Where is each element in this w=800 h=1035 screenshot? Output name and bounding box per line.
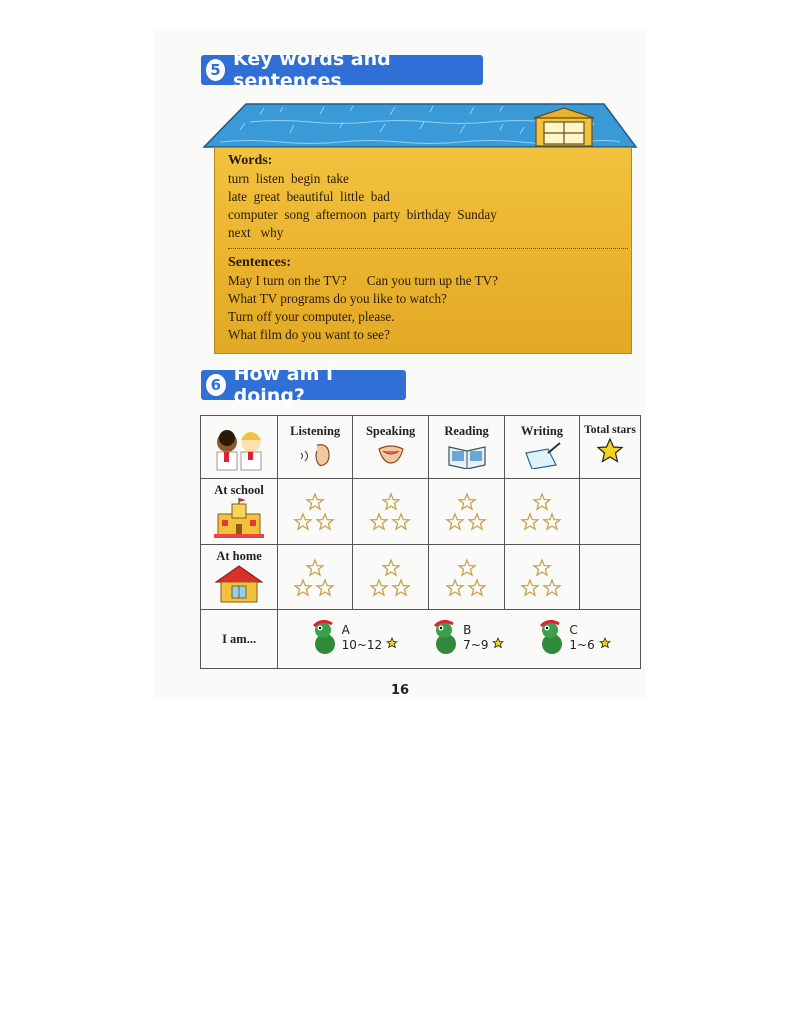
words-line: turn listen begin take xyxy=(228,171,349,186)
home-speaking-stars[interactable] xyxy=(353,545,429,610)
star-group xyxy=(354,545,428,605)
speaking-header xyxy=(353,416,429,479)
section-5-number: 5 xyxy=(206,59,225,81)
words-label: Words: xyxy=(228,153,273,168)
empty-star-icon[interactable] xyxy=(393,514,409,529)
empty-star-icon[interactable] xyxy=(459,560,475,575)
star-group xyxy=(354,479,428,539)
small-star-icon xyxy=(599,637,611,649)
sentence-line: What film do you want to see? xyxy=(228,327,390,342)
reading-header xyxy=(429,416,505,479)
home-total-cell[interactable] xyxy=(580,545,641,610)
frog-icon xyxy=(308,618,342,656)
star-group xyxy=(430,479,504,539)
school-icon xyxy=(212,498,266,540)
home-writing-stars[interactable] xyxy=(505,545,580,610)
empty-star-icon[interactable] xyxy=(317,514,333,529)
grade-b-letter: B xyxy=(463,622,472,637)
sentence: Can you turn up the TV? xyxy=(366,273,499,288)
row-label-cell xyxy=(201,479,278,545)
empty-star-icon[interactable] xyxy=(447,580,463,595)
empty-star-icon[interactable] xyxy=(383,494,399,509)
star-group xyxy=(278,545,352,605)
section-5-header xyxy=(201,48,483,92)
section-6-header xyxy=(201,363,406,407)
grade-c[interactable] xyxy=(535,618,610,656)
children-cell xyxy=(201,416,278,479)
star-group xyxy=(505,545,579,605)
children-icon xyxy=(207,424,271,474)
empty-star-icon[interactable] xyxy=(295,514,311,529)
small-star-icon xyxy=(492,637,504,649)
small-star-icon xyxy=(386,637,398,649)
empty-star-icon[interactable] xyxy=(459,494,475,509)
empty-star-icon[interactable] xyxy=(447,514,463,529)
empty-star-icon[interactable] xyxy=(522,580,538,595)
self-assessment-table xyxy=(200,415,641,669)
grade-c-range: 1~6 xyxy=(569,637,595,652)
empty-star-icon[interactable] xyxy=(534,494,550,509)
listening-header xyxy=(278,416,353,479)
empty-star-icon[interactable] xyxy=(371,514,387,529)
grade-c-letter: C xyxy=(569,622,578,637)
frog-icon xyxy=(429,618,463,656)
grade-b[interactable] xyxy=(429,618,504,656)
sentences-label: Sentences: xyxy=(228,255,291,270)
writing-label: Writing xyxy=(520,424,564,438)
section-6-number: 6 xyxy=(206,374,226,396)
grade-a-range: 10~12 xyxy=(341,637,383,652)
empty-star-icon[interactable] xyxy=(317,580,333,595)
home-reading-stars[interactable] xyxy=(429,545,505,610)
school-speaking-stars[interactable] xyxy=(353,479,429,545)
words-line: late great beautiful little bad xyxy=(228,189,390,204)
listening-label: Listening xyxy=(290,424,341,438)
empty-star-icon[interactable] xyxy=(307,494,323,509)
empty-star-icon[interactable] xyxy=(383,560,399,575)
writing-header xyxy=(505,416,580,479)
row-at-school xyxy=(201,479,641,545)
words-line: next why xyxy=(228,225,284,240)
mouth-icon xyxy=(371,439,411,469)
dotted-divider xyxy=(228,248,628,249)
grade-a-letter: A xyxy=(341,622,350,637)
empty-star-icon[interactable] xyxy=(469,580,485,595)
sentence: May I turn on the TV? xyxy=(228,273,347,288)
roof-graphic xyxy=(200,100,640,150)
empty-star-icon[interactable] xyxy=(534,560,550,575)
empty-star-icon[interactable] xyxy=(295,580,311,595)
page-number: 16 xyxy=(390,683,410,698)
ear-icon xyxy=(295,439,335,469)
word-box-content xyxy=(228,152,628,344)
school-writing-stars[interactable] xyxy=(505,479,580,545)
empty-star-icon[interactable] xyxy=(393,580,409,595)
empty-star-icon[interactable] xyxy=(371,580,387,595)
star-group xyxy=(430,545,504,605)
total-stars-header xyxy=(580,416,641,479)
school-reading-stars[interactable] xyxy=(429,479,505,545)
empty-star-icon[interactable] xyxy=(469,514,485,529)
book-icon xyxy=(445,439,489,469)
row-label-cell xyxy=(201,545,278,610)
grade-b-range: 7~9 xyxy=(463,637,489,652)
star-icon xyxy=(595,436,625,464)
section-6-title: How am I doing? xyxy=(233,363,334,407)
speaking-label: Speaking xyxy=(365,424,416,438)
at-home-label: At home xyxy=(216,549,262,563)
section-5-title: Key words and sentences xyxy=(233,48,391,92)
reading-label: Reading xyxy=(444,424,489,438)
sentence-line xyxy=(228,272,628,290)
empty-star-icon[interactable] xyxy=(544,580,560,595)
frog-icon xyxy=(535,618,569,656)
row-at-home xyxy=(201,545,641,610)
notebook-pen-icon xyxy=(522,439,562,469)
school-total-cell[interactable] xyxy=(580,479,641,545)
words-line: computer song afternoon party birthday Sunday xyxy=(228,207,497,222)
star-group xyxy=(505,479,579,539)
home-listening-stars[interactable] xyxy=(278,545,353,610)
row-i-am xyxy=(201,610,641,669)
grade-a[interactable] xyxy=(308,618,398,656)
star-group xyxy=(278,479,352,539)
empty-star-icon[interactable] xyxy=(544,514,560,529)
grades-cell xyxy=(278,610,641,669)
school-listening-stars[interactable] xyxy=(278,479,353,545)
at-school-label: At school xyxy=(214,483,264,497)
empty-star-icon[interactable] xyxy=(307,560,323,575)
empty-star-icon[interactable] xyxy=(522,514,538,529)
sentence-line: What TV programs do you like to watch? xyxy=(228,291,447,306)
sentence-line: Turn off your computer, please. xyxy=(228,309,395,324)
house-illustration xyxy=(200,100,640,358)
house-icon xyxy=(212,564,266,604)
total-stars-label: Total stars xyxy=(584,424,636,436)
i-am-label: I am... xyxy=(201,610,278,669)
